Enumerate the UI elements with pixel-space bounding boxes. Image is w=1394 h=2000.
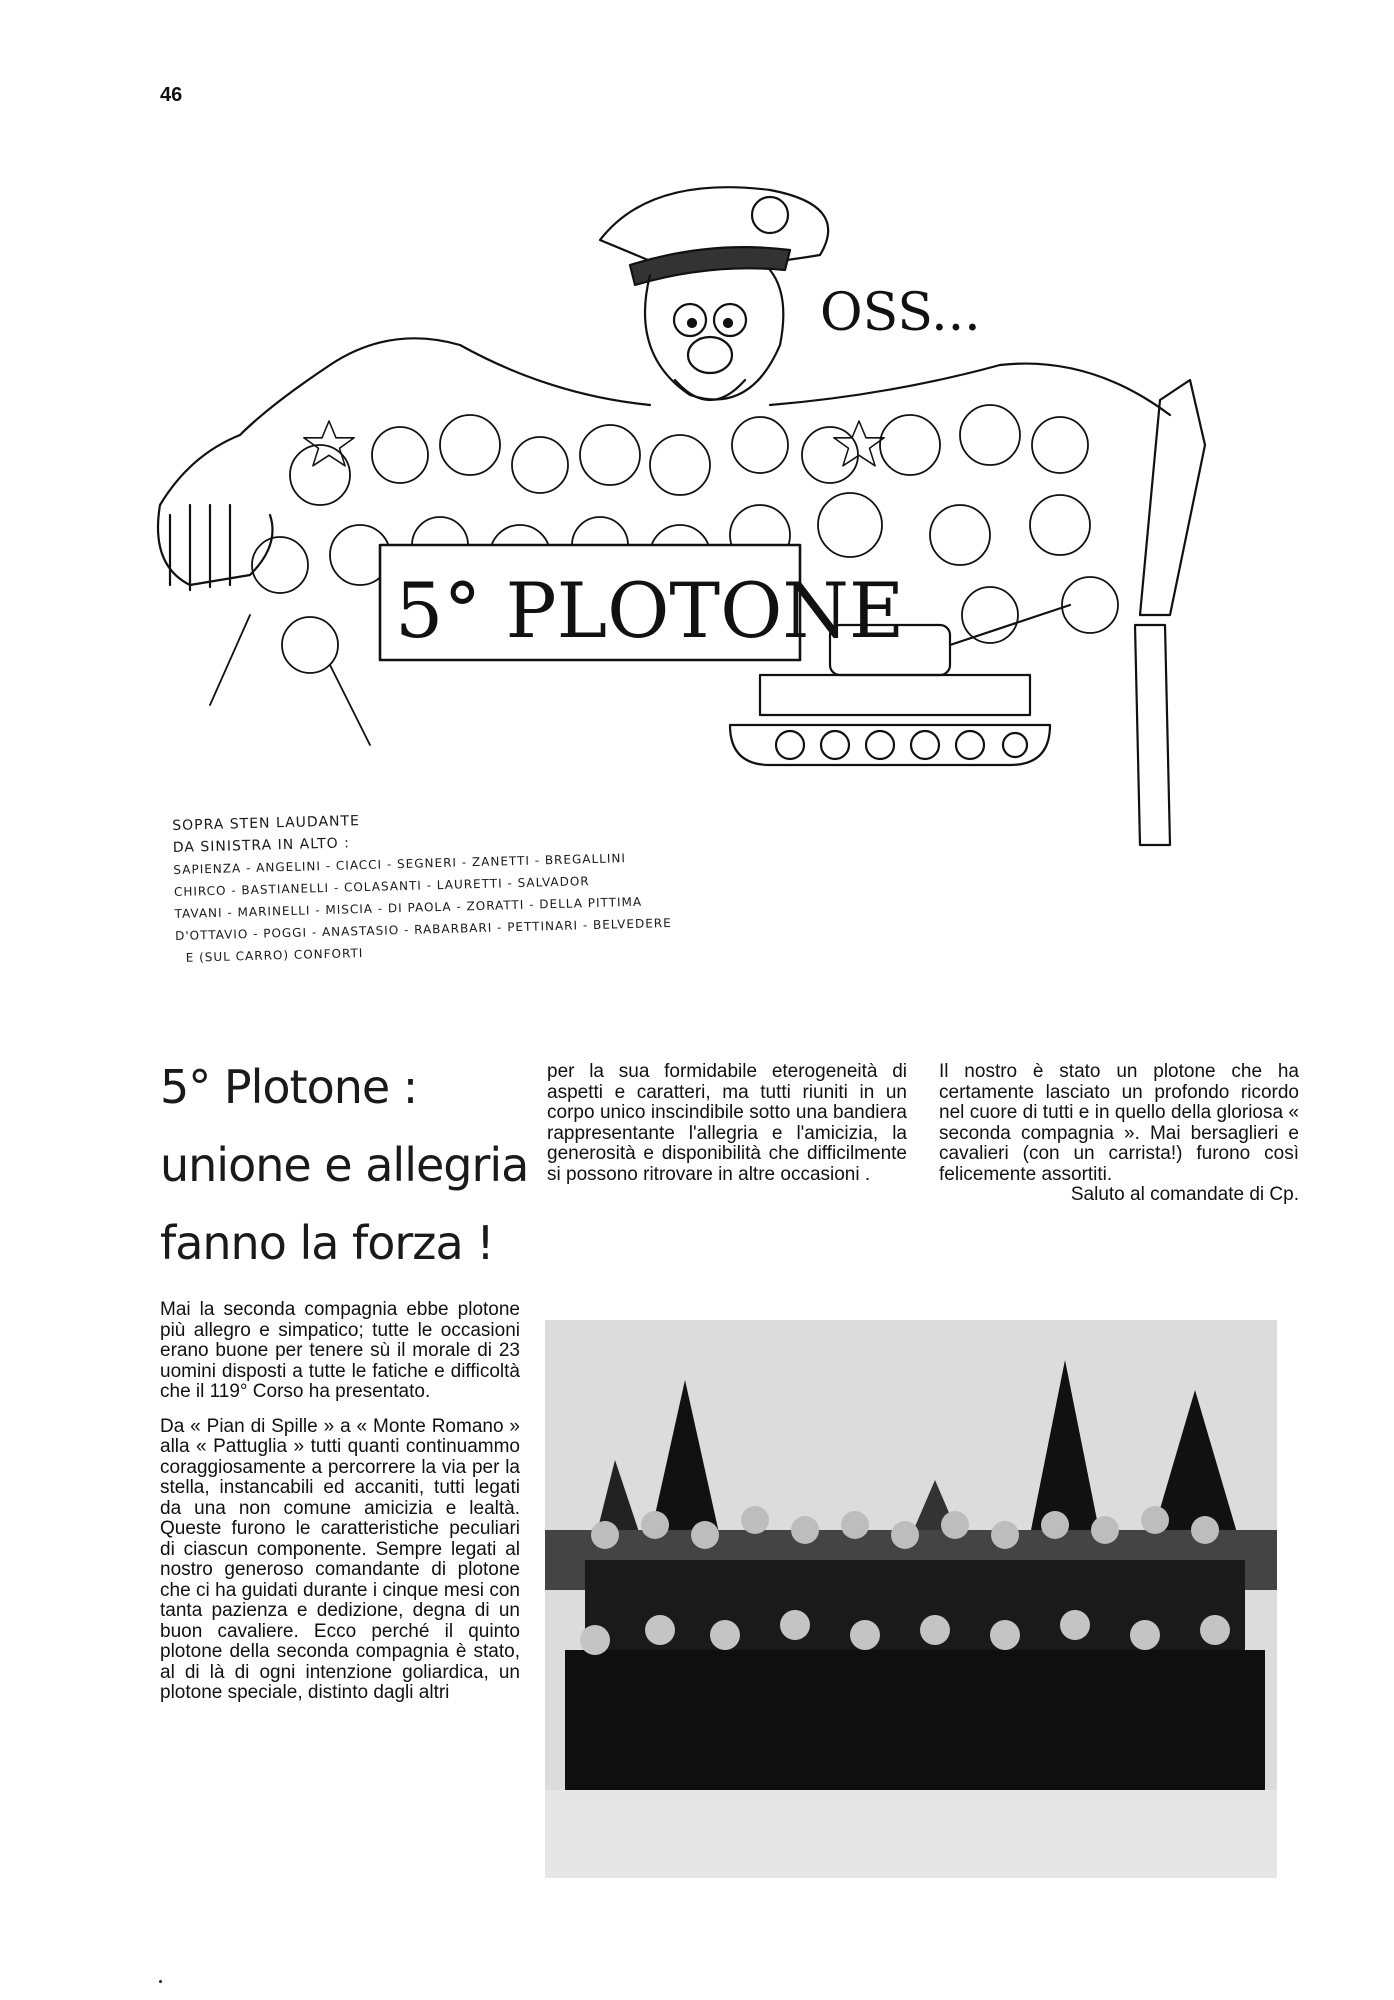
article-column-1 <box>160 1300 520 1718</box>
caption-line: CHIRCO - BASTIANELLI - COLASANTI - LAURETTI - SALVADOR <box>173 874 590 899</box>
paragraph: Mai la seconda compagnia ebbe plotone più allegro e simpatico; tutte le occasioni erano buone per tenere sù il morale di 23 uomini disposti a tutte le fatiche e difficoltà che il 119° Corso ha presentato. <box>160 1299 520 1402</box>
caption-line: E (SUL CARRO) CONFORTI <box>185 946 364 965</box>
caption-line: D'OTTAVIO - POGGI - ANASTASIO - RABARBARI - PETTINARI - BELVEDERE <box>174 915 672 943</box>
paragraph: Da « Pian di Spille » a « Monte Romano » alla « Pattuglia » tutti quanti continuammo coraggiosamente a percorrere la via per la stella, instancabili ed accaniti, tutti legati da una non comune amicizia e lealtà. Queste furono le caratteristiche peculiari di ciascun componente. Sempre legati al nostro generoso comandante di plotone che ci ha guidati durante i cinque mesi con tanta pazienza e dedizione, degna di un buon cavaliere. Ecco perché il quinto plotone della seconda compagnia è stato, al di là di ogni intenzione goliardica, un plotone speciale, distinto dagli altri <box>160 1415 520 1703</box>
article-headline <box>160 1048 529 1282</box>
article-column-3 <box>939 1062 1299 1206</box>
banner-text: 5° PLOTONE <box>395 566 905 655</box>
paragraph: per la sua formidabile eterogeneità di aspetti e caratteri, ma tutti riuniti in un corpo unico inscindibile sotto una bandiera rappresentante l'allegria e l'amicizia, la generosità e disponibilità che difficilmente si possono ritrovare in altre occasioni . <box>547 1061 907 1185</box>
speech-text: OSS... <box>820 283 981 343</box>
caption-line: SAPIENZA - ANGELINI - CIACCI - SEGNERI - ZANETTI - BREGALLINI <box>173 851 627 877</box>
article-column-2 <box>547 1062 907 1195</box>
page-mark <box>159 1980 162 1983</box>
headline-line: unione e allegria <box>160 1138 529 1192</box>
cartoon-caption <box>172 798 816 969</box>
hat-badge-icon <box>752 197 788 233</box>
caption-line: SOPRA STEN LAUDANTE <box>172 813 361 834</box>
caption-line: DA SINISTRA IN ALTO : <box>172 835 351 856</box>
page-number: 46 <box>160 84 183 106</box>
paragraph: Il nostro è stato un plotone che ha certamente lasciato un profondo ricordo nel cuore di tutti e in quello della gloriosa « seconda compagnia ». Mai bersaglieri e cavalieri (con un carrista!) furono così felicemente assortiti. <box>939 1061 1299 1185</box>
group-photo <box>545 1320 1277 1878</box>
caption-line: TAVANI - MARINELLI - MISCIA - DI PAOLA - ZORATTI - DELLA PITTIMA <box>174 894 643 921</box>
headline-line: fanno la forza ! <box>160 1216 494 1270</box>
closing-salute: Saluto al comandate di Cp. <box>1070 1184 1299 1205</box>
officer-head <box>645 270 783 399</box>
headline-line: 5° Plotone : <box>160 1060 418 1114</box>
